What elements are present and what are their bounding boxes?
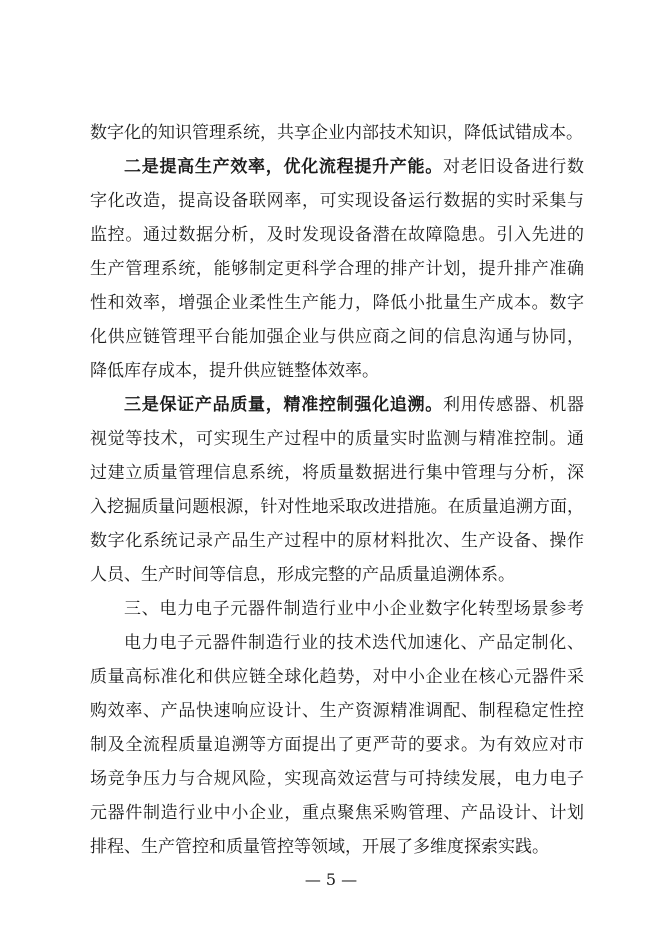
paragraph-line: 数字化系统记录产品生产过程中的原材料批次、生产设备、操作 <box>90 531 584 551</box>
paragraph-line: 视觉等技术，可实现生产过程中的质量实时监测与精准控制。通 <box>90 429 584 449</box>
paragraph-line: 质量高标准化和供应链全球化趋势，对中小企业在核心元器件采 <box>90 667 584 687</box>
paragraph-line: 生产管理系统，能够制定更科学合理的排产计划，提升排产准确 <box>90 259 584 279</box>
paragraph-line: 场竞争压力与合规风险，实现高效运营与可持续发展，电力电子 <box>90 769 584 789</box>
paragraph-text: 利用传感器、机器 <box>442 395 585 415</box>
paragraph-line: 购效率、产品快速响应设计、生产资源精准调配、制程稳定性控 <box>90 701 584 721</box>
paragraph-line: 化供应链管理平台能加强企业与供应商之间的信息沟通与协同， <box>90 327 584 347</box>
bold-lead: 三是保证产品质量，精准控制强化追溯。 <box>124 395 443 415</box>
paragraph-line: 制及全流程质量追溯等方面提出了更严苛的要求。为有效应对市 <box>90 735 584 755</box>
paragraph-line: 监控。通过数据分析，及时发现设备潜在故障隐患。引入先进的 <box>90 225 584 245</box>
page-number: — 5 — <box>304 870 358 889</box>
paragraph-line: 排程、生产管控和质量管控等领域，开展了多维度探索实践。 <box>90 837 549 857</box>
paragraph-line: 人员、生产时间等信息，形成完整的产品质量追溯体系。 <box>90 565 515 585</box>
paragraph-line: 降低库存成本，提升供应链整体效率。 <box>90 361 379 381</box>
paragraph-line <box>124 394 584 416</box>
paragraph-text: 对老旧设备进行数 <box>442 157 585 177</box>
paragraph-line: 电力电子元器件制造行业的技术迭代加速化、产品定制化、 <box>124 633 584 653</box>
bold-lead: 二是提高生产效率，优化流程提升产能。 <box>124 157 443 177</box>
paragraph-line: 过建立质量管理信息系统，将质量数据进行集中管理与分析，深 <box>90 463 584 483</box>
paragraph-line: 元器件制造行业中小企业，重点聚焦采购管理、产品设计、计划 <box>90 803 584 823</box>
paragraph-line: 数字化的知识管理系统，共享企业内部技术知识，降低试错成本。 <box>90 123 583 143</box>
section-heading: 三、电力电子元器件制造行业中小企业数字化转型场景参考 <box>124 599 584 619</box>
paragraph-line <box>124 156 584 178</box>
paragraph-line: 入挖掘质量问题根源，针对性地采取改进措施。在质量追溯方面， <box>90 497 584 517</box>
paragraph-line: 性和效率，增强企业柔性生产能力，降低小批量生产成本。数字 <box>90 293 584 313</box>
paragraph-line: 字化改造，提高设备联网率，可实现设备运行数据的实时采集与 <box>90 191 584 211</box>
